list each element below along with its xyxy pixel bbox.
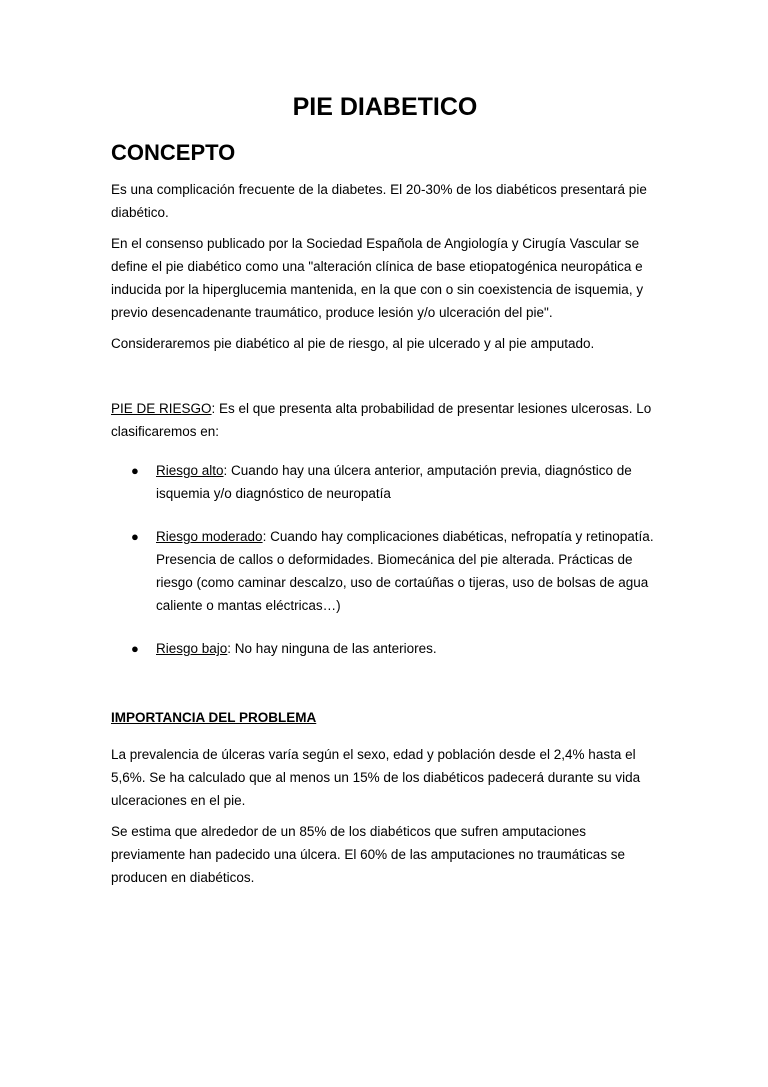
concept-paragraph-2: En el consenso publicado por la Sociedad Española de Angiología y Cirugía Vascular se define el pie diabético como una "alteración clínica de base etiopatogénica neuropática e inducida por la hiperglucemia mantenida, en la que con o sin coexistencia de isquemia, y previo desencadenante traumático, produce lesión y/o ulceración del pie".: [111, 236, 644, 320]
list-item-risk-moderate: [111, 525, 659, 617]
risk-level-text: : Cuando hay una úlcera anterior, amputación previa, diagnóstico de isquemia y/o diagnóstico de neuropatía: [156, 463, 632, 501]
risk-label: PIE DE RIESGO: [111, 401, 212, 416]
document-page: [111, 92, 659, 897]
risk-level-label: Riesgo bajo: [156, 641, 228, 656]
risk-paragraph: [111, 397, 659, 443]
concept-heading: CONCEPTO: [111, 140, 236, 165]
risk-level-text: : Cuando hay complicaciones diabéticas, nefropatía y retinopatía. Presencia de callos o deformidades. Biomecánica del pie alterada. Prácticas de riesgo (como caminar descalzo, uso de cortaúñas o tijeras, uso de bolsas de agua caliente o mantas eléctricas…): [156, 529, 654, 613]
bullet-icon: ●: [131, 463, 139, 478]
risk-text: : Es el que presenta alta probabilidad de presentar lesiones ulcerosas. Lo clasificaremos en:: [111, 401, 652, 439]
risk-level-label: Riesgo moderado: [156, 529, 263, 544]
list-item-risk-low: [111, 637, 659, 660]
spacer: [111, 680, 659, 706]
importance-heading: IMPORTANCIA DEL PROBLEMA: [111, 710, 317, 725]
document-title: PIE DIABETICO: [292, 93, 478, 121]
concept-paragraph-1: Es una complicación frecuente de la diabetes. El 20-30% de los diabéticos presentará pie diabético.: [111, 182, 647, 220]
concept-paragraph-3: Consideraremos pie diabético al pie de riesgo, al pie ulcerado y al pie amputado.: [111, 336, 595, 351]
bullet-icon: ●: [131, 529, 139, 544]
risk-level-list: [111, 459, 659, 660]
importance-paragraph-1: La prevalencia de úlceras varía según el sexo, edad y población desde el 2,4% hasta el 5,6%. Se ha calculado que al menos un 15% de los diabéticos padecerá durante su vida ulceraciones en el pie.: [111, 747, 641, 808]
risk-level-label: Riesgo alto: [156, 463, 224, 478]
importance-paragraph-2: Se estima que alrededor de un 85% de los diabéticos que sufren amputaciones previamente han padecido una úlcera. El 60% de las amputaciones no traumáticas se producen en diabéticos.: [111, 824, 626, 885]
risk-level-text: : No hay ninguna de las anteriores.: [227, 641, 437, 656]
bullet-icon: ●: [131, 641, 139, 656]
list-item-risk-high: [111, 459, 659, 505]
spacer: [111, 363, 659, 397]
